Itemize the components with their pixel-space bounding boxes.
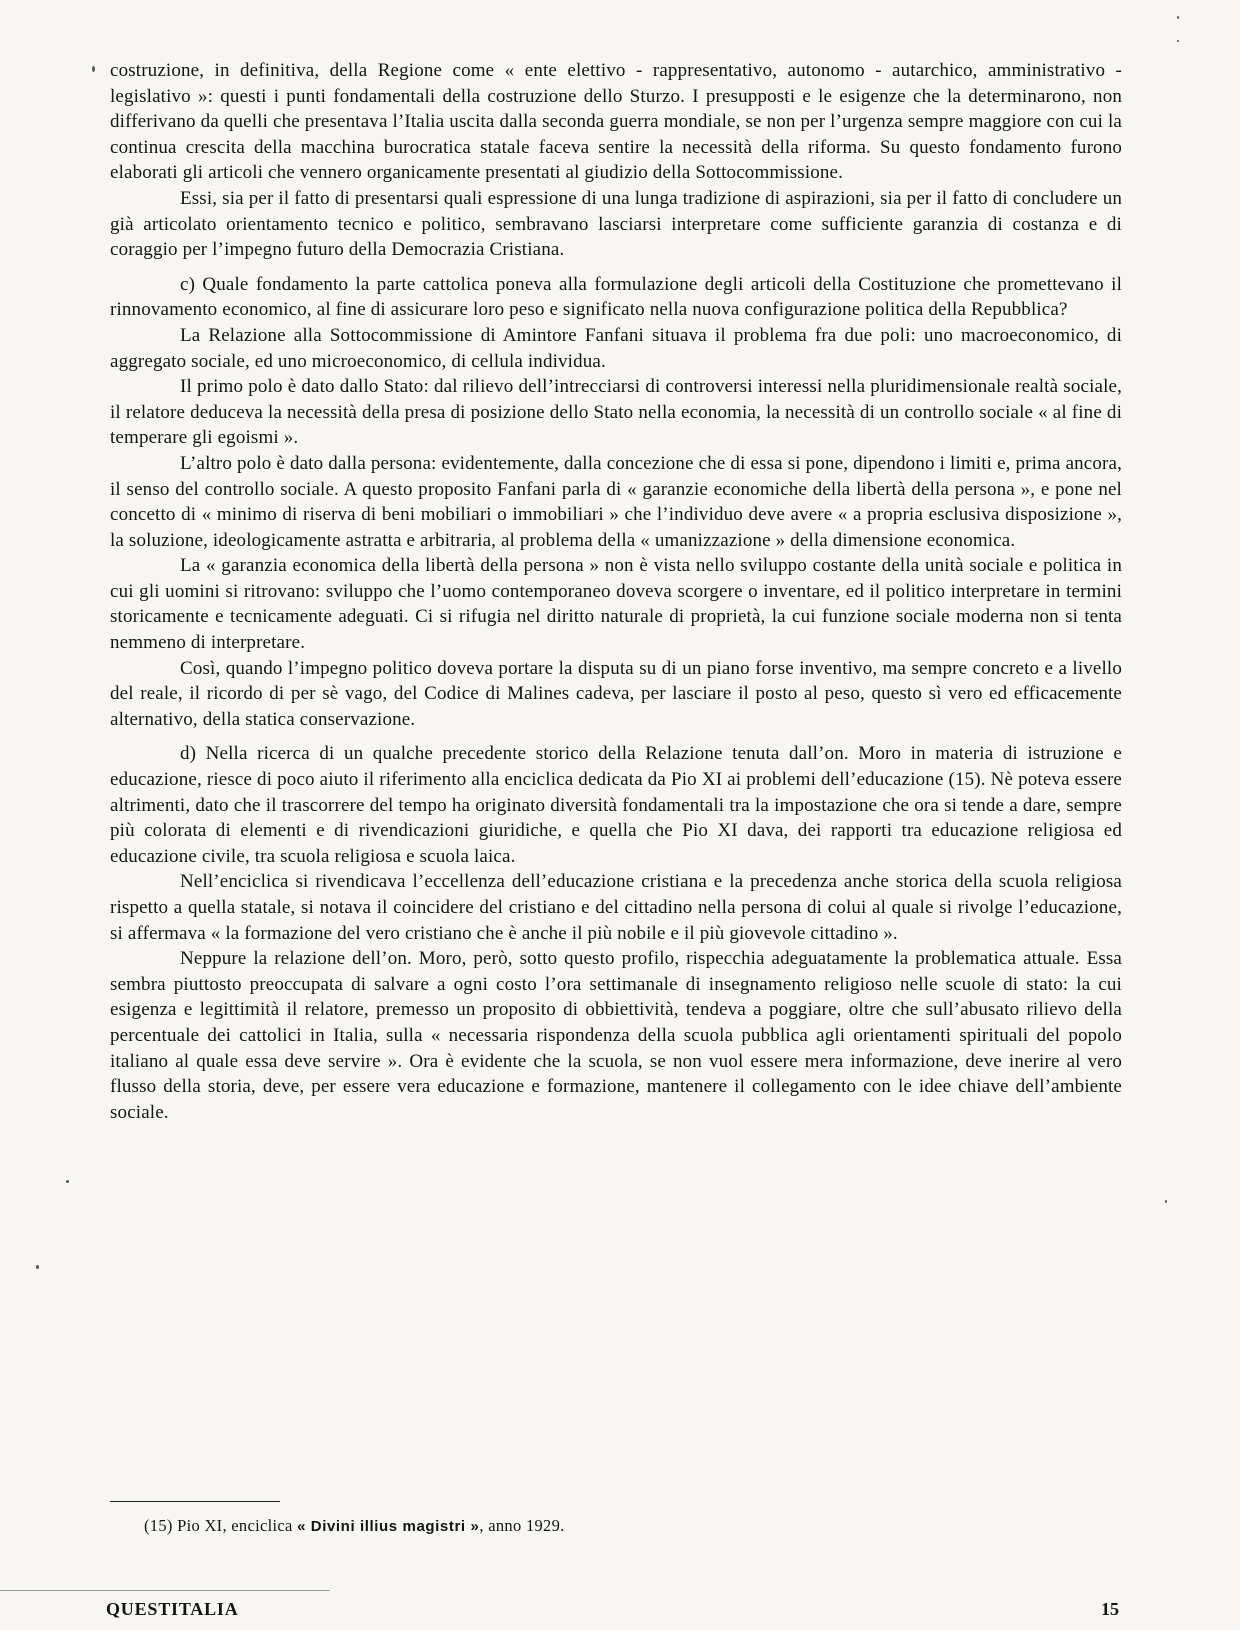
- footnote-divider: [110, 1501, 280, 1502]
- document-page: [106, 58, 1122, 1619]
- paragraph-neppure: Neppure la relazione dell’on. Moro, però, sotto questo profilo, rispecchia adeguatamente la problematica attuale. Essa sembra piuttosto preoccupata di salvare a ogni costo l’ora settimanale di insegnamento religioso nelle scuole di stato: la cui esigenza e legittimità il relatore, premesso un proposito di obbiettività, tendeva a poggiare, oltre che sull’abusato rilievo della percentuale dei cattolici in Italia, sulla « necessaria rispondenza della scuola pubblica agli orientamenti spirituali del popolo italiano al quale essa deve servire ». Ora è evidente che la scuola, se non vuol essere mera informazione, deve inerire al vero flusso della storia, deve, per essere vera educazione e formazione, mantenere il collegamento con le idee chiave dell’ambiente sociale.: [110, 948, 1122, 1123]
- paragraph-regione: costruzione, in definitiva, della Regione come « ente elettivo - rappresentativo, autonomo - autarchico, amministrativo - legislativo »: questi i punti fondamentali della costruzione dello Sturzo. I presupposti e le esigenze che la determinarono, non differivano da quelli che presentava l’Italia uscita dalla seconda guerra mondiale, se non per l’urgenza sempre maggiore con cui la continua crescita della macchina burocratica statale faceva sentire la necessità della riforma. Su questo fondamento furono elaborati gli articoli che vennero organicamente presentati al giudizio della Sottocommissione.: [110, 60, 1122, 184]
- scan-speck: [1177, 40, 1179, 42]
- footnote-title: « Divini illius magistri »: [297, 1518, 480, 1535]
- scan-speck: [92, 66, 95, 72]
- paragraph-garanzia: La « garanzia economica della libertà della persona » non è vista nello sviluppo costante della unità sociale e politica in cui gli uomini si ritrovano: sviluppo che l’uomo contemporaneo doveva scorgere o inventare, ed il politico interpretare in termini storicamente e tecnicamente adeguati. Ci si rifugia nel diritto naturale di proprietà, la cui funzione sociale moderna non si tenta nemmeno di interpretare.: [110, 555, 1122, 654]
- paragraph-c: c) Quale fondamento la parte cattolica poneva alla formulazione degli articoli della Costituzione che promettevano il rinnovamento economico, al fine di assicurare loro peso e significato nella nuova configurazione politica della Repubblica?: [110, 273, 1122, 321]
- paragraph-altro-polo: L’altro polo è dato dalla persona: evidentemente, dalla concezione che di essa si pone, dipendono i limiti e, prima ancora, il senso del controllo sociale. A questo proposito Fanfani parla di « garanzie economiche della libertà della persona », e pone nel concetto di « minimo di riserva di beni mobiliari o immobiliari » che l’individuo deve avere « a propria esclusiva disposizione », la soluzione, ideologicamente astratta e arbitraria, al problema della « umanizzazione » della dimensione economica.: [110, 452, 1122, 551]
- paragraph-essi: Essi, sia per il fatto di presentarsi quali espressione di una lunga tradizione di aspirazioni, sia per il fatto di concludere un già articolato orientamento tecnico e politico, sembravano lasciarsi interpretare come sufficiente garanzia di costanza e di coraggio per l’impegno futuro della Democrazia Cristiana.: [110, 187, 1122, 261]
- paragraph-relazione-fanfani: La Relazione alla Sottocommissione di Amintore Fanfani situava il problema fra due poli: uno macroeconomico, di aggregato sociale, ed uno microeconomico, di cellula individua.: [110, 324, 1122, 372]
- journal-name: QUESTITALIA: [106, 1599, 239, 1619]
- footnote-15: [144, 1516, 565, 1536]
- scan-speck: [1177, 16, 1179, 19]
- paragraph-cosi: Così, quando l’impegno politico doveva portare la disputa su di un piano forse inventivo, ma sempre concreto e a livello del reale, il ricordo di per sè vago, del Codice di Malines cadeva, per lasciare il posto al peso, questo sì vero ed efficacemente alternativo, della statica conservazione.: [110, 657, 1122, 730]
- footnote-suffix: , anno 1929.: [479, 1516, 565, 1535]
- footnote-prefix: (15) Pio XI, enciclica: [144, 1516, 298, 1535]
- paragraph-primo-polo: Il primo polo è dato dallo Stato: dal rilievo dell’intrecciarsi di controversi interessi nella pluridimensionale realtà sociale, il relatore deduceva la necessità della presa di posizione dello Stato nella economia, la necessità di un controllo sociale « al fine di temperare gli egoismi ».: [110, 376, 1122, 449]
- paragraph-d: d) Nella ricerca di un qualche precedente storico della Relazione tenuta dall’on. Moro in materia di istruzione e educazione, riesce di poco aiuto il riferimento alla enciclica dedicata da Pio XI ai problemi dell’educazione (15). Nè poteva essere altrimenti, dato che il trascorrere del tempo ha originato diversità fondamentali tra la impostazione che ora si tende a dare, sempre più colorata di elementi e di rivendicazioni giuridiche, e quella che Pio XI dava, dei rapporti tra educazione religiosa ed educazione civile, tra scuola religiosa e scuola laica.: [110, 743, 1122, 867]
- paragraph-enciclica: Nell’enciclica si rivendicava l’eccellenza dell’educazione cristiana e la precedenza anche storica della scuola religiosa rispetto a quella statale, si notava il coincidere del cristiano e del cittadino nella persona di colui al quale si rivolge l’educazione, si affermava « la formazione del vero cristiano che è anche il più nobile e il più giovevole cittadino ».: [110, 871, 1122, 944]
- scan-speck: [36, 1265, 39, 1269]
- scan-speck: [66, 1180, 69, 1183]
- scan-speck: [1165, 1200, 1167, 1203]
- footer-divider: [0, 1590, 330, 1591]
- page-number: 15: [1101, 1599, 1119, 1619]
- body-text: [110, 58, 1122, 1125]
